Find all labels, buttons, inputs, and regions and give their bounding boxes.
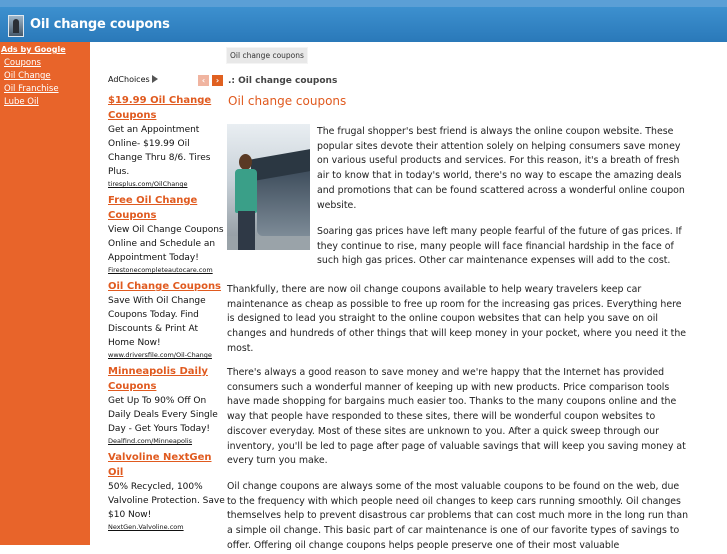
ad-unit bbox=[108, 193, 226, 275]
ad-next-button[interactable]: › bbox=[212, 75, 223, 86]
ad-description: Get Up To 90% Off On Daily Deals Every Single Day - Get Yours Today! bbox=[108, 396, 218, 434]
ad-description: View Oil Change Coupons Online and Schedule an Appointment Today! bbox=[108, 225, 224, 263]
ad-description: Get an Appointment Online- $19.99 Oil Change Thru 8/6. Tires Plus. bbox=[108, 125, 211, 177]
person-silhouette-logo-icon[interactable] bbox=[8, 15, 24, 37]
adchoices-bar bbox=[108, 75, 226, 89]
car-shape bbox=[257, 170, 310, 236]
ad-url-link[interactable]: Firestonecompleteautocare.com bbox=[108, 266, 213, 274]
sidebar-link-oil-change[interactable]: Oil Change bbox=[4, 71, 51, 81]
ad-title-link[interactable]: Minneapolis Daily Coupons bbox=[108, 366, 208, 392]
ad-url-link[interactable]: Dealfind.com/Minneapolis bbox=[108, 437, 193, 445]
ad-title-link[interactable]: $19.99 Oil Change Coupons bbox=[108, 95, 212, 121]
figure-legs bbox=[238, 211, 255, 250]
figure-body bbox=[235, 169, 257, 213]
ad-unit bbox=[108, 450, 226, 532]
ad-title-link[interactable]: Oil Change Coupons bbox=[108, 281, 222, 292]
ad-title-link[interactable]: Free Oil Change Coupons bbox=[108, 195, 198, 221]
ad-column bbox=[108, 75, 226, 532]
sidebar-link-oil-franchise[interactable]: Oil Franchise bbox=[4, 84, 59, 94]
figure-head bbox=[239, 154, 252, 170]
ad-prev-button[interactable]: ‹ bbox=[198, 75, 209, 86]
article-paragraph: Soaring gas prices have left many people fearful of the future of gas prices. If they continue to rise, many people will face financial hardship in the face of such high gas prices. Other car maintenance expenses will add to the cost. bbox=[317, 226, 682, 267]
ad-description: 50% Recycled, 100% Valvoline Protection. Save $10 Now! bbox=[108, 482, 225, 520]
ad-unit bbox=[108, 364, 226, 446]
article-paragraph: Thankfully, there are now oil change coupons available to help weary travelers keep car maintenance as cheap as possible to free up room for the increasing gas prices. Everything here is designed to lead you straight to the online coupon websites that can help you save on oil changes and hundreds of other things that will keep money in your pocket, where you need it the most. bbox=[227, 284, 687, 354]
woman-figure bbox=[235, 154, 257, 250]
ad-title-link[interactable]: Valvoline NextGen Oil bbox=[108, 452, 212, 478]
ad-unit bbox=[108, 279, 226, 360]
ad-unit bbox=[108, 93, 226, 189]
page-title: Oil change coupons bbox=[228, 94, 347, 108]
section-title: .: Oil change coupons bbox=[228, 76, 338, 86]
ad-description: Save With Oil Change Coupons Today. Find Discounts & Print At Home Now! bbox=[108, 296, 206, 348]
site-header bbox=[0, 0, 727, 42]
ad-url-link[interactable]: NextGen.Valvoline.com bbox=[108, 523, 184, 531]
article-paragraph: There's always a good reason to save money and we're happy that the Internet has provided consumers such a wonderful manner of keeping up with new products. Price comparison tools have made shopping for bargains much easier too. Thanks to the many coupons online and the way that people have responded to these sites, there will be wonderful coupon websites to discover everyday. Most of these sites are unknown to you. After a quick sweep through our inventory, you'll be led to page after page of valuable savings that will keep you saving money at every turn you make. bbox=[227, 367, 686, 467]
adchoices-icon[interactable] bbox=[152, 75, 158, 83]
sidebar-link-lube-oil[interactable]: Lube Oil bbox=[4, 97, 39, 107]
left-sidebar bbox=[0, 42, 90, 545]
breadcrumb-tab[interactable]: Oil change coupons bbox=[226, 47, 308, 64]
sidebar-link-list bbox=[0, 57, 90, 109]
ads-by-google-link[interactable]: Ads by Google bbox=[1, 45, 66, 54]
article-paragraph: The frugal shopper's best friend is always the online coupon website. These popular sites devote their attention solely on helping consumers save money on various useful products and services. For this reason, it's a breath of fresh air to know that in today's world, there's no way to escape the amazing deals and promotions that can be found scattered across a wonderful online coupon website. bbox=[317, 126, 685, 211]
article-photo bbox=[227, 124, 310, 250]
adchoices-label[interactable]: AdChoices bbox=[108, 75, 150, 84]
site-title[interactable]: Oil change coupons bbox=[30, 17, 170, 32]
ad-url-link[interactable]: www.driversfile.com/Oil-Change bbox=[108, 351, 212, 359]
sidebar-link-coupons[interactable]: Coupons bbox=[4, 58, 41, 68]
article-paragraph: Oil change coupons are always some of the most valuable coupons to be found on the web, due to the frequency with which people need oil changes to keep cars running smoothly. Oil changes themselves help to prevent disastrous car problems that can cost much more in the long run than a simple oil change. This basic part of car maintenance is one of our favorite types of savings to offer. Offering oil change coupons helps people preserve one of their most valuable bbox=[227, 481, 689, 551]
ad-url-link[interactable]: tiresplus.com/OilChange bbox=[108, 180, 188, 188]
